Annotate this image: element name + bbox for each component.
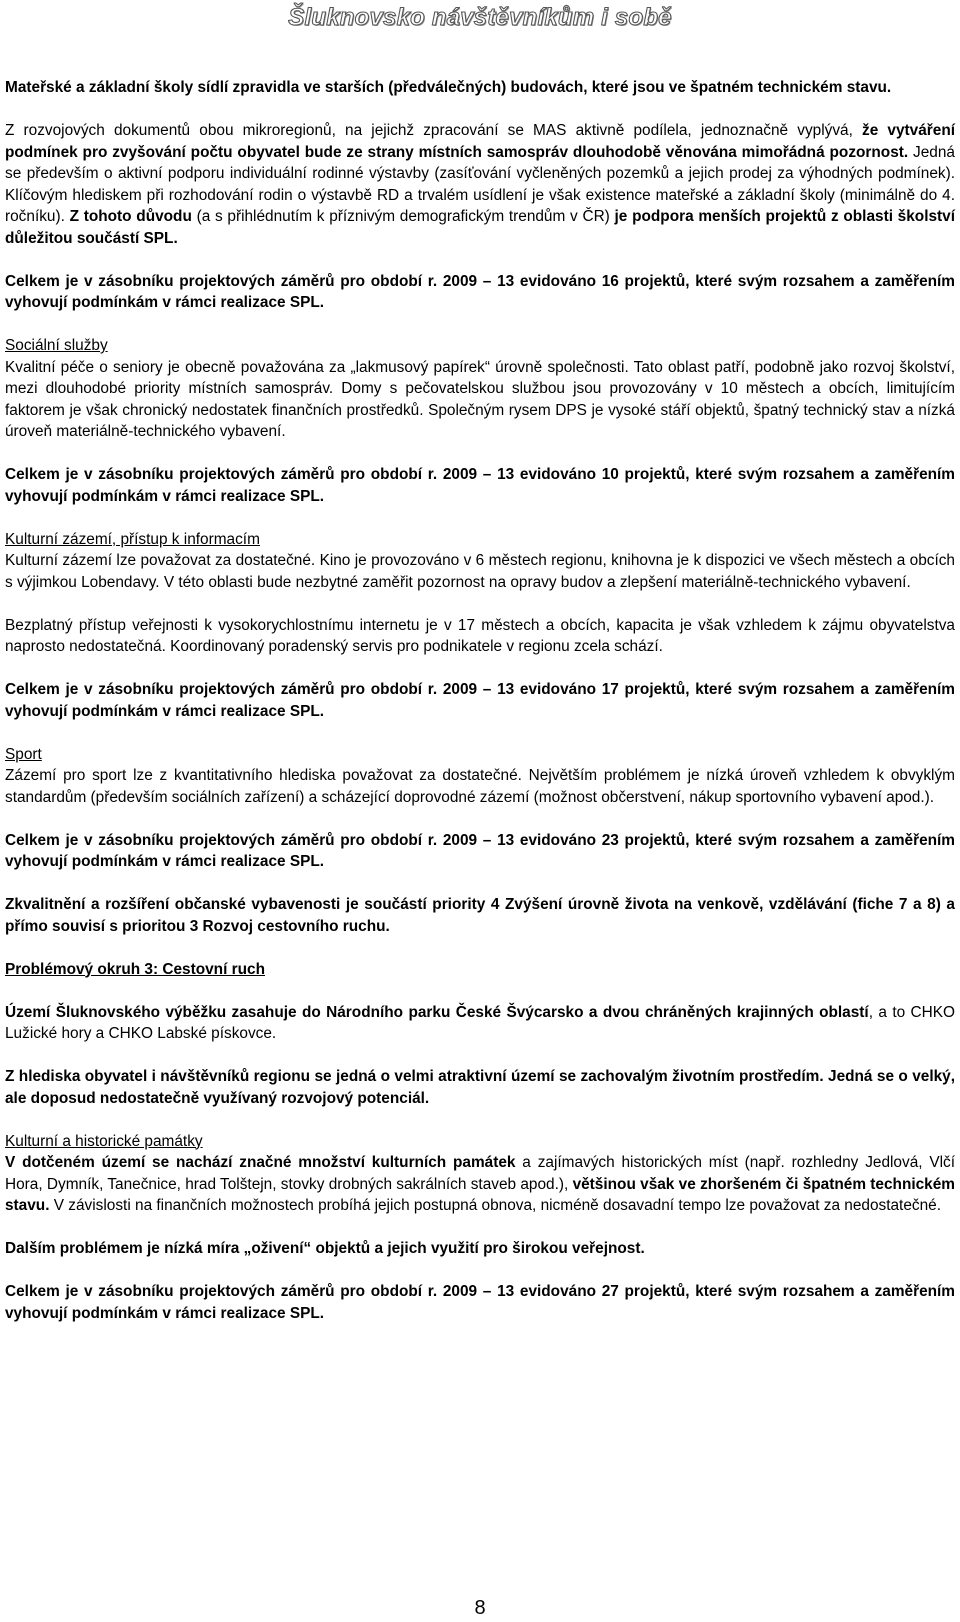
paragraph-revival: Dalším problémem je nízká míra „oživení“ objektů a jejich využití pro širokou veřejnost. [5, 1240, 645, 1257]
section-title-heritage: Kulturní a historické památky [5, 1132, 203, 1150]
paragraph-sport: Zázemí pro sport lze z kvantitativního hlediska považovat za dostatečné. Největším problémem je nízká úroveň vzhledem k obvyklým standardům (především sociálních zařízení) a scházející doprovodné zázemí (možnost občerstvení, nákup sportovního vybavení apod.). [5, 767, 955, 806]
section-title-sport: Sport [5, 745, 42, 763]
text-span: a zajímavých historických míst (např. rozhledny Jedlová, Vlčí Hora, Dymník, Tanečnice, hrad Tolštejn, stovky drobných sakrálních staveb apod.), [5, 1154, 956, 1193]
paragraph-heritage [5, 1152, 955, 1217]
text-span: , a to CHKO Lužické hory a CHKO Labské pískovce. [5, 1003, 956, 1042]
text-span: V závislosti na finančních možnostech probíhá jejich postupná obnova, nicméně dosavadní tempo lze považovat za nedostatečné. [49, 1197, 941, 1214]
paragraph-priority-note: Zkvalitnění a rozšíření občanské vybavenosti je součástí priority 4 Zvýšení úrovně života na venkově, vzdělávání (fiche 7 a 8) a přímo souvisí s prioritou 3 Rozvoj cestovního ruchu. [5, 896, 955, 935]
paragraph-culture-2: Bezplatný přístup veřejnosti k vysokorychlostnímu internetu je v 17 městech a obcích, kapacita je však vzhledem k zájmu obyvatelstva naprosto nedostatečná. Koordinovaný poradenský servis pro podnikatele v regionu zcela schází. [5, 616, 955, 655]
document-body [5, 77, 955, 1346]
bold-span: Území Šluknovského výběžku zasahuje do Národního parku České Švýcarsko a dvou chráněných krajinných oblastí [5, 1003, 869, 1021]
bold-span: že vytváření podmínek pro zvyšování počtu obyvatel bude ze strany místních samospráv dlouhodobě věnována mimořádná pozornost. [5, 122, 955, 161]
paragraph-territory [5, 1002, 955, 1045]
section-title-problem-3: Problémový okruh 3: Cestovní ruch [5, 960, 265, 978]
section-title-social: Sociální služby [5, 337, 108, 354]
paragraph-development-documents [5, 120, 955, 249]
summary-heritage: Celkem je v zásobníku projektových záměrů pro období r. 2009 – 13 evidováno 27 projektů, které svým rozsahem a zaměřením vyhovují podmínkám v rámci realizace SPL. [5, 1283, 955, 1322]
page-header-title: Šluknovsko návštěvníkům i sobě [288, 4, 672, 31]
paragraph-attractive-area: Z hlediska obyvatel i návštěvníků regionu se jedná o velmi atraktivní území se zachovalým životním prostředím. Jedná se o velký, ale doposud nedostatečně využívaný rozvojový potenciál. [5, 1068, 955, 1107]
bold-span: většinou však ve zhoršeném či špatném technickém stavu. [5, 1175, 955, 1214]
page-number: 8 [474, 1597, 486, 1619]
text-span: (a s přihlédnutím k příznivým demografickým trendům v ČR) [191, 208, 615, 225]
text-span: Jedná se především o aktivní podporu individuální rodinné výstavby (zasíťování vyčleněných pozemků a jejich prodej za výhodných podmínek). Klíčovým hlediskem při rozhodování rodin o výstavbě RD a trvalém usídlení je však existence mateřské a základní školy (minimálně do 4. ročníku). [5, 143, 955, 225]
bold-span: Z tohoto důvodu [69, 208, 192, 225]
summary-social: Celkem je v zásobníku projektových záměrů pro období r. 2009 – 13 evidováno 10 projektů, které svým rozsahem a zaměřením vyhovují podmínkám v rámci realizace SPL. [5, 466, 955, 505]
paragraph-schools-buildings: Mateřské a základní školy sídlí zpravidla ve starších (předválečných) budovách, které jsou ve špatném technickém stavu. [5, 79, 892, 96]
bold-span: je podpora menších projektů z oblasti školství důležitou součástí SPL. [5, 208, 956, 247]
summary-sport: Celkem je v zásobníku projektových záměrů pro období r. 2009 – 13 evidováno 23 projektů, které svým rozsahem a zaměřením vyhovují podmínkám v rámci realizace SPL. [5, 831, 955, 870]
section-title-culture: Kulturní zázemí, přístup k informacím [5, 530, 260, 548]
bold-span: V dotčeném území se nachází značné množství kulturních památek [5, 1154, 516, 1171]
summary-schools: Celkem je v zásobníku projektových záměrů pro období r. 2009 – 13 evidováno 16 projektů, které svým rozsahem a zaměřením vyhovují podmínkám v rámci realizace SPL. [5, 272, 955, 311]
text-span: Z rozvojových dokumentů obou mikroregionů, na jejichž zpracování se MAS aktivně podílela, jednoznačně vyplývá, [5, 122, 862, 139]
paragraph-social: Kvalitní péče o seniory je obecně považována za „lakmusový papírek“ úrovně společnosti. Tato oblast patří, podobně jako rozvoj školství, mezi dlouhodobé priority místních samospráv. Domy s pečovatelskou službou jsou provozovány v 10 městech a obcích, limitujícím faktorem je však chronický nedostatek finančních prostředků. Společným rysem DPS je vysoké stáří objektů, špatný technický stav a nízká úroveň materiálně-technického vybavení. [5, 358, 955, 440]
paragraph-culture-1: Kulturní zázemí lze považovat za dostatečné. Kino je provozováno v 6 městech regionu, knihovna je k dispozici ve všech městech a obcích s výjimkou Lobendavy. V této oblasti bude nezbytné zaměřit pozornost na opravy budov a zlepšení materiálně-technického vybavení. [5, 552, 955, 591]
summary-culture: Celkem je v zásobníku projektových záměrů pro období r. 2009 – 13 evidováno 17 projektů, které svým rozsahem a zaměřením vyhovují podmínkám v rámci realizace SPL. [5, 681, 955, 720]
